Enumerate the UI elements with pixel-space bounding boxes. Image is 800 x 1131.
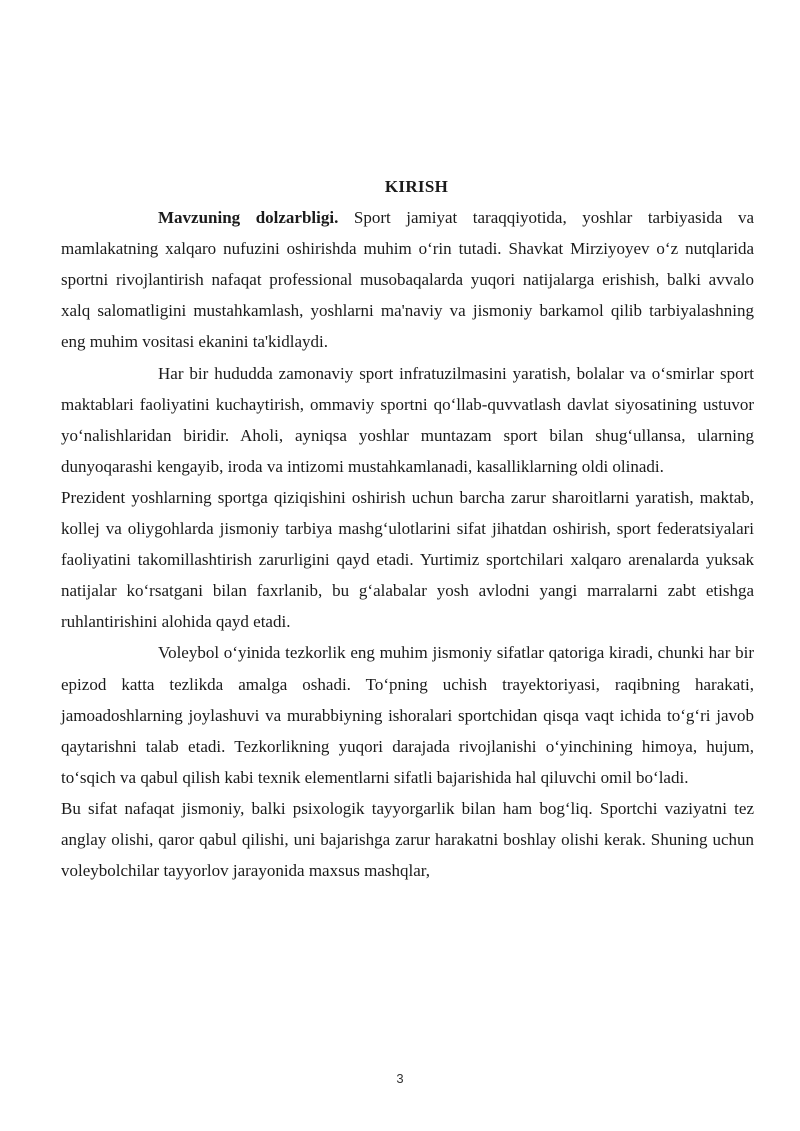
- page-number: 3: [396, 1071, 404, 1086]
- paragraph-relevance: [61, 202, 754, 357]
- document-body: [61, 171, 754, 886]
- paragraph-psychological: Bu sifat nafaqat jismoniy, balki psixologik tayyorgarlik bilan ham bog‘liq. Sportchi vaziyatni tez anglay olishi, qaror qabul qilishi, uni bajarishga zarur harakatni boshlay olishi kerak. Shuning uchun voleybolchilar tayyorlov jarayonida maxsus mashqlar,: [61, 798, 754, 881]
- paragraph-infrastructure: Har bir hududda zamonaviy sport infratuzilmasini yaratish, bolalar va o‘smirlar sport maktablari faoliyatini kuchaytirish, ommaviy sportni qo‘llab-quvvatlash davlat siyosatining ustuvor yo‘nalishlaridan biridir. Aholi, ayniqsa yoshlar muntazam sport bilan shug‘ullansa, ularning dunyoqarashi kengayib, iroda va intizomi mustahkamlanadi, kasalliklarning oldi olinadi.: [61, 363, 754, 476]
- paragraph-volleyball-speed: Voleybol o‘yinida tezkorlik eng muhim jismoniy sifatlar qatoriga kiradi, chunki har bir epizod katta tezlikda amalga oshadi. To‘pning uchish trayektoriyasi, raqibning harakati, jamoadoshlarning joylashuvi va murabbiyning ishoralari sportchidan qisqa vaqt ichida to‘g‘ri javob qaytarishni talab etadi. Tezkorlikning yuqori darajada rivojlanishi o‘yinchining himoya, hujum, to‘sqich va qabul qilish kabi texnik elementlarni sifatli bajarishida hal qiluvchi omil bo‘ladi.: [61, 643, 754, 787]
- paragraph-text: Sport jamiyat taraqqiyotida, yoshlar tarbiyasida va mamlakatning xalqaro nufuzini oshirishda muhim o‘rin tutadi. Shavkat Mirziyoyev o‘z nutqlarida sportni rivojlantirish nafaqat professional musobaqalarda yuqori natijalarga erishish, balki avvalo xalq salomatligini mustahkamlash, yoshlarni ma'naviy va jismoniy barkamol qilib tarbiyalashning eng muhim vositasi ekanini ta'kidlaydi.: [61, 208, 754, 352]
- section-title: KIRISH: [384, 177, 449, 196]
- paragraph-lead: Mavzuning dolzarbligi.: [158, 208, 339, 228]
- paragraph-president: Prezident yoshlarning sportga qiziqishini oshirish uchun barcha zarur sharoitlarni yaratish, maktab, kollej va oliygohlarda jismoniy tarbiya mashg‘ulotlarini sifat jihatdan oshirish, sport federatsiyalari faoliyatini takomillashtirish zarurligini qayd etadi. Yurtimiz sportchilari xalqaro arenalarda yuksak natijalar ko‘rsatgani bilan faxrlanib, bu g‘alabalar yosh avlodni yangi marralarni zabt etishga ruhlantirishini alohida qayd etadi.: [61, 487, 754, 632]
